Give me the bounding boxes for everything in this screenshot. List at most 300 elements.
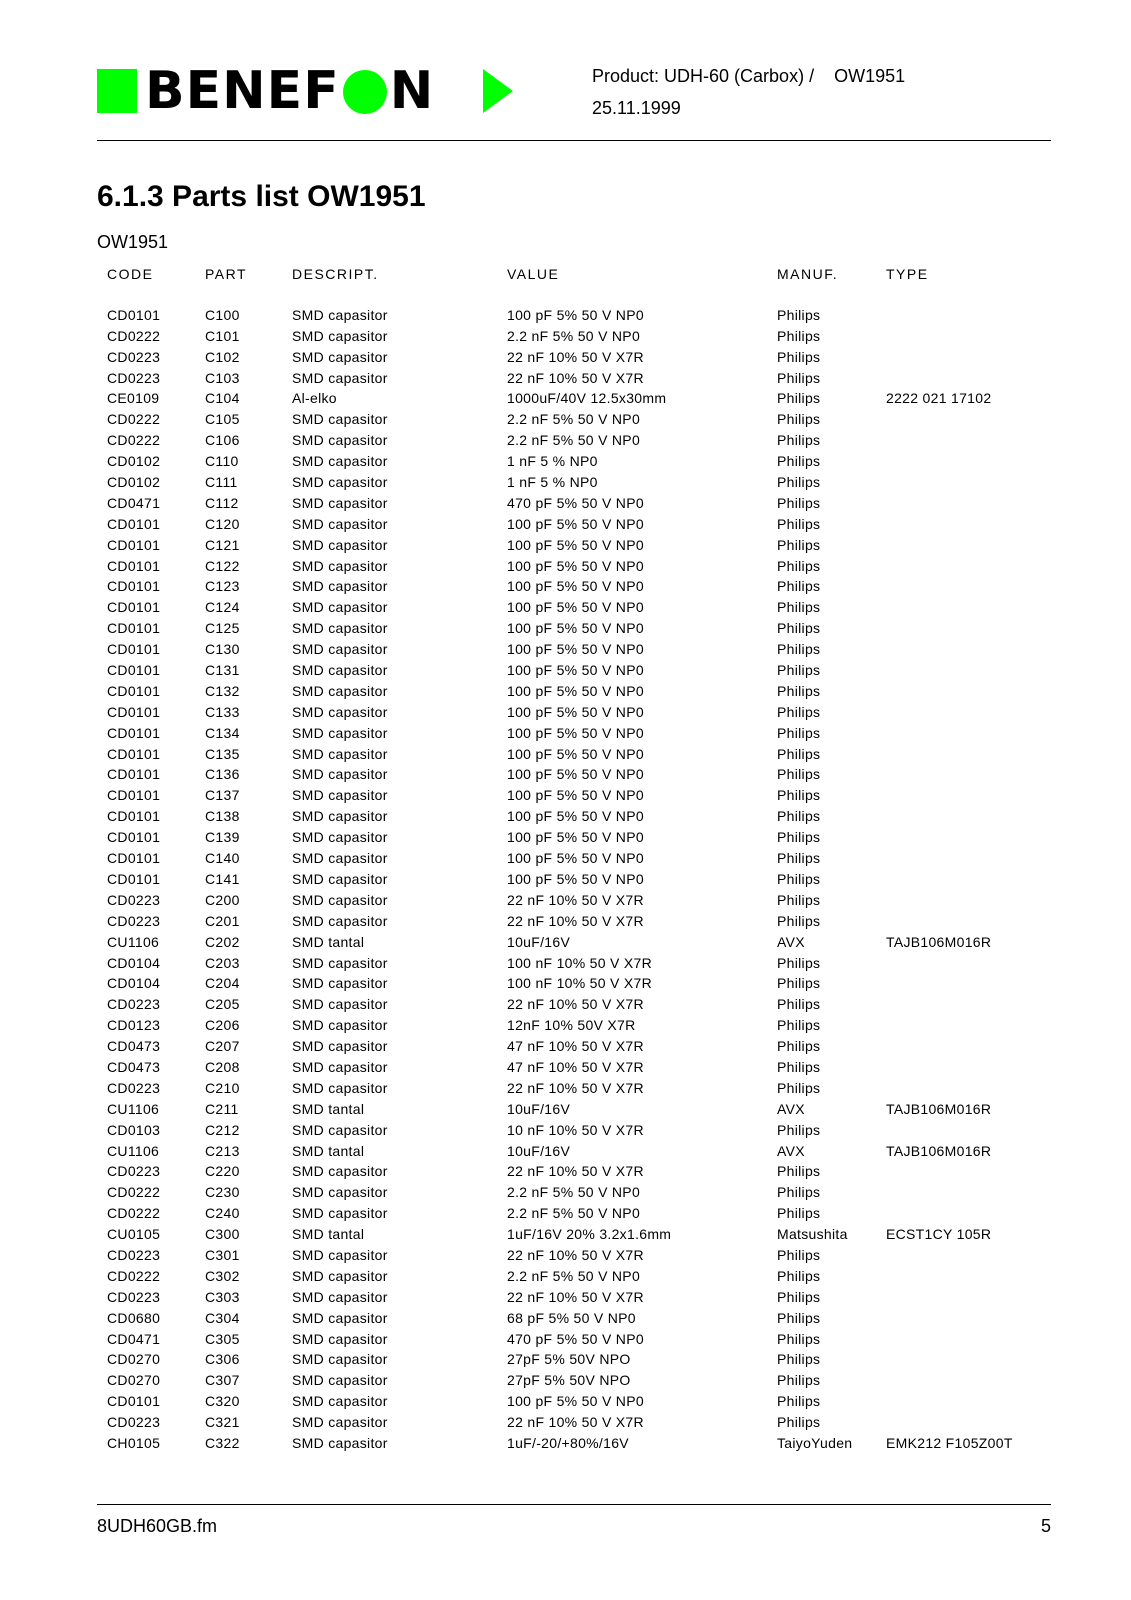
table-row xyxy=(107,349,1047,370)
cell-code: CD0101 xyxy=(107,829,161,846)
table-row xyxy=(107,746,1047,767)
cell-part: C203 xyxy=(205,954,240,971)
cell-manufacturer: Philips xyxy=(777,1393,821,1410)
table-row xyxy=(107,537,1047,558)
cell-description: SMD capasitor xyxy=(292,703,388,720)
cell-code: CD0101 xyxy=(107,641,161,658)
table-row xyxy=(107,934,1047,955)
cell-part: C130 xyxy=(205,641,240,658)
product-line xyxy=(592,66,905,87)
cell-code: CE0109 xyxy=(107,390,160,407)
table-row xyxy=(107,1059,1047,1080)
column-header-description: DESCRIPT. xyxy=(292,266,379,282)
product-label: Product: UDH-60 (Carbox) / xyxy=(592,66,815,86)
cell-part: C106 xyxy=(205,432,240,449)
cell-value: 1uF/-20/+80%/16V xyxy=(507,1434,629,1451)
cell-manufacturer: Philips xyxy=(777,390,821,407)
cell-code: CD0473 xyxy=(107,1058,161,1075)
cell-manufacturer: Philips xyxy=(777,662,821,679)
cell-description: SMD capasitor xyxy=(292,348,388,365)
cell-description: SMD capasitor xyxy=(292,996,388,1013)
cell-code: CD0101 xyxy=(107,1393,161,1410)
cell-code: CD0223 xyxy=(107,891,161,908)
cell-part: C213 xyxy=(205,1142,240,1159)
cell-code: CD0471 xyxy=(107,1330,161,1347)
cell-description: SMD capasitor xyxy=(292,745,388,762)
cell-description: SMD capasitor xyxy=(292,620,388,637)
cell-manufacturer: Matsushita xyxy=(777,1226,848,1243)
cell-description: SMD capasitor xyxy=(292,306,388,323)
cell-manufacturer: Philips xyxy=(777,850,821,867)
column-header-type: TYPE xyxy=(886,266,929,282)
table-row xyxy=(107,1205,1047,1226)
table-row xyxy=(107,871,1047,892)
cell-value: 22 nF 10% 50 V X7R xyxy=(507,348,644,365)
cell-code: CD0101 xyxy=(107,620,161,637)
cell-value: 10uF/16V xyxy=(507,1100,571,1117)
table-body xyxy=(107,307,1047,1456)
cell-value: 100 pF 5% 50 V NP0 xyxy=(507,745,644,762)
table-row xyxy=(107,829,1047,850)
cell-description: SMD capasitor xyxy=(292,829,388,846)
column-header-part: PART xyxy=(205,266,248,282)
cell-code: CU0105 xyxy=(107,1226,161,1243)
cell-description: SMD capasitor xyxy=(292,1058,388,1075)
cell-part: C141 xyxy=(205,870,240,887)
table-row xyxy=(107,620,1047,641)
cell-part: C307 xyxy=(205,1372,240,1389)
table-row xyxy=(107,1372,1047,1393)
cell-description: SMD capasitor xyxy=(292,808,388,825)
table-row xyxy=(107,1247,1047,1268)
cell-value: 22 nF 10% 50 V X7R xyxy=(507,1414,644,1431)
table-row xyxy=(107,725,1047,746)
cell-code: CD0223 xyxy=(107,1414,161,1431)
cell-manufacturer: Philips xyxy=(777,453,821,470)
cell-value: 100 pF 5% 50 V NP0 xyxy=(507,536,644,553)
cell-part: C320 xyxy=(205,1393,240,1410)
cell-value: 27pF 5% 50V NPO xyxy=(507,1372,631,1389)
cell-manufacturer: Philips xyxy=(777,432,821,449)
cell-code: CD0101 xyxy=(107,808,161,825)
cell-manufacturer: AVX xyxy=(777,1142,805,1159)
cell-manufacturer: Philips xyxy=(777,641,821,658)
table-row xyxy=(107,1289,1047,1310)
cell-code: CD0101 xyxy=(107,306,161,323)
cell-description: SMD capasitor xyxy=(292,474,388,491)
cell-description: SMD capasitor xyxy=(292,850,388,867)
cell-part: C300 xyxy=(205,1226,240,1243)
cell-manufacturer: AVX xyxy=(777,933,805,950)
cell-part: C322 xyxy=(205,1434,240,1451)
parts-table xyxy=(107,266,1047,1456)
cell-part: C200 xyxy=(205,891,240,908)
cell-code: CD0101 xyxy=(107,703,161,720)
cell-type: TAJB106M016R xyxy=(886,1142,992,1159)
cell-description: SMD capasitor xyxy=(292,1372,388,1389)
cell-part: C210 xyxy=(205,1079,240,1096)
cell-description: SMD capasitor xyxy=(292,724,388,741)
cell-part: C240 xyxy=(205,1205,240,1222)
cell-manufacturer: Philips xyxy=(777,808,821,825)
cell-description: SMD capasitor xyxy=(292,536,388,553)
table-row xyxy=(107,578,1047,599)
table-row xyxy=(107,1122,1047,1143)
cell-part: C121 xyxy=(205,536,240,553)
table-row xyxy=(107,1038,1047,1059)
cell-value: 100 pF 5% 50 V NP0 xyxy=(507,787,644,804)
cell-value: 100 nF 10% 50 V X7R xyxy=(507,975,653,992)
cell-part: C122 xyxy=(205,557,240,574)
cell-code: CD0222 xyxy=(107,411,161,428)
cell-value: 100 pF 5% 50 V NP0 xyxy=(507,766,644,783)
cell-code: CD0123 xyxy=(107,1017,161,1034)
cell-value: 22 nF 10% 50 V X7R xyxy=(507,1246,644,1263)
cell-manufacturer: TaiyoYuden xyxy=(777,1434,853,1451)
table-row xyxy=(107,1268,1047,1289)
cell-code: CD0101 xyxy=(107,682,161,699)
cell-code: CD0103 xyxy=(107,1121,161,1138)
logo-square-icon xyxy=(97,69,137,113)
cell-manufacturer: Philips xyxy=(777,1372,821,1389)
cell-description: SMD capasitor xyxy=(292,766,388,783)
cell-value: 22 nF 10% 50 V X7R xyxy=(507,912,644,929)
cell-description: SMD capasitor xyxy=(292,432,388,449)
cell-value: 100 pF 5% 50 V NP0 xyxy=(507,599,644,616)
table-row xyxy=(107,495,1047,516)
table-row xyxy=(107,662,1047,683)
cell-manufacturer: Philips xyxy=(777,599,821,616)
cell-code: CD0101 xyxy=(107,766,161,783)
cell-code: CD0101 xyxy=(107,578,161,595)
table-row xyxy=(107,453,1047,474)
cell-part: C112 xyxy=(205,494,239,511)
cell-code: CD0222 xyxy=(107,432,161,449)
table-row xyxy=(107,892,1047,913)
cell-code: CD0101 xyxy=(107,662,161,679)
cell-part: C301 xyxy=(205,1246,240,1263)
cell-code: CD0101 xyxy=(107,515,161,532)
cell-value: 2.2 nF 5% 50 V NP0 xyxy=(507,432,641,449)
table-header-row xyxy=(107,266,1047,287)
cell-code: CD0101 xyxy=(107,557,161,574)
cell-description: SMD capasitor xyxy=(292,1246,388,1263)
cell-code: CD0223 xyxy=(107,1246,161,1263)
cell-value: 27pF 5% 50V NPO xyxy=(507,1351,631,1368)
cell-manufacturer: Philips xyxy=(777,912,821,929)
cell-part: C125 xyxy=(205,620,240,637)
cell-code: CD0270 xyxy=(107,1351,161,1368)
cell-value: 100 pF 5% 50 V NP0 xyxy=(507,662,644,679)
cell-value: 100 pF 5% 50 V NP0 xyxy=(507,557,644,574)
table-row xyxy=(107,1163,1047,1184)
cell-code: CD0223 xyxy=(107,369,161,386)
cell-description: SMD tantal xyxy=(292,933,365,950)
benefon-logo xyxy=(97,61,517,121)
cell-description: SMD capasitor xyxy=(292,1351,388,1368)
cell-type: 2222 021 17102 xyxy=(886,390,992,407)
product-code: OW1951 xyxy=(834,66,906,86)
cell-value: 100 pF 5% 50 V NP0 xyxy=(507,724,644,741)
table-row xyxy=(107,1351,1047,1372)
cell-part: C140 xyxy=(205,850,240,867)
cell-part: C111 xyxy=(205,474,238,491)
cell-value: 1uF/16V 20% 3.2x1.6mm xyxy=(507,1226,672,1243)
cell-type: ECST1CY 105R xyxy=(886,1226,992,1243)
cell-code: CD0473 xyxy=(107,1038,161,1055)
cell-part: C132 xyxy=(205,682,240,699)
cell-manufacturer: Philips xyxy=(777,745,821,762)
table-row xyxy=(107,975,1047,996)
table-row xyxy=(107,1310,1047,1331)
cell-manufacturer: Philips xyxy=(777,996,821,1013)
cell-manufacturer: Philips xyxy=(777,954,821,971)
cell-description: SMD capasitor xyxy=(292,411,388,428)
cell-manufacturer: Philips xyxy=(777,306,821,323)
cell-value: 2.2 nF 5% 50 V NP0 xyxy=(507,1267,641,1284)
cell-value: 2.2 nF 5% 50 V NP0 xyxy=(507,327,641,344)
cell-description: SMD capasitor xyxy=(292,870,388,887)
cell-manufacturer: Philips xyxy=(777,1351,821,1368)
footer-page-number: 5 xyxy=(1040,1516,1051,1536)
document-date: 25.11.1999 xyxy=(592,98,681,118)
cell-code: CH0105 xyxy=(107,1434,161,1451)
cell-manufacturer: Philips xyxy=(777,1309,821,1326)
table-row xyxy=(107,683,1047,704)
cell-manufacturer: Philips xyxy=(777,369,821,386)
cell-description: SMD capasitor xyxy=(292,1038,388,1055)
table-row xyxy=(107,1184,1047,1205)
cell-code: CD0104 xyxy=(107,954,161,971)
footer-filename: 8UDH60GB.fm xyxy=(97,1516,218,1536)
cell-part: C104 xyxy=(205,390,240,407)
cell-description: SMD capasitor xyxy=(292,327,388,344)
cell-part: C100 xyxy=(205,306,240,323)
cell-code: CD0223 xyxy=(107,348,161,365)
cell-description: SMD tantal xyxy=(292,1226,365,1243)
cell-description: SMD capasitor xyxy=(292,1267,388,1284)
cell-manufacturer: Philips xyxy=(777,975,821,992)
cell-description: SMD capasitor xyxy=(292,1205,388,1222)
cell-manufacturer: Philips xyxy=(777,724,821,741)
cell-description: SMD capasitor xyxy=(292,1017,388,1034)
cell-code: CD0101 xyxy=(107,745,161,762)
table-row xyxy=(107,411,1047,432)
table-row xyxy=(107,641,1047,662)
cell-value: 100 pF 5% 50 V NP0 xyxy=(507,682,644,699)
table-row xyxy=(107,1101,1047,1122)
table-row xyxy=(107,955,1047,976)
cell-description: SMD capasitor xyxy=(292,787,388,804)
cell-code: CU1106 xyxy=(107,933,160,950)
table-row xyxy=(107,558,1047,579)
cell-value: 22 nF 10% 50 V X7R xyxy=(507,1163,644,1180)
cell-part: C208 xyxy=(205,1058,240,1075)
cell-description: SMD capasitor xyxy=(292,1184,388,1201)
table-row xyxy=(107,766,1047,787)
table-row xyxy=(107,1143,1047,1164)
cell-description: SMD capasitor xyxy=(292,1309,388,1326)
cell-value: 2.2 nF 5% 50 V NP0 xyxy=(507,1205,641,1222)
cell-part: C138 xyxy=(205,808,240,825)
cell-value: 1000uF/40V 12.5x30mm xyxy=(507,390,667,407)
cell-description: SMD tantal xyxy=(292,1100,365,1117)
cell-value: 1 nF 5 % NP0 xyxy=(507,453,598,470)
cell-part: C305 xyxy=(205,1330,240,1347)
cell-part: C321 xyxy=(205,1414,240,1431)
cell-description: SMD capasitor xyxy=(292,578,388,595)
table-row xyxy=(107,913,1047,934)
table-row xyxy=(107,1226,1047,1247)
cell-description: SMD capasitor xyxy=(292,1288,388,1305)
logo-arrow-icon xyxy=(483,69,513,113)
table-row xyxy=(107,850,1047,871)
column-header-code: CODE xyxy=(107,266,154,282)
cell-description: SMD capasitor xyxy=(292,912,388,929)
table-row xyxy=(107,474,1047,495)
page-title: 6.1.3 Parts list OW1951 xyxy=(97,180,426,213)
cell-part: C123 xyxy=(205,578,240,595)
cell-value: 22 nF 10% 50 V X7R xyxy=(507,891,644,908)
footer-divider xyxy=(97,1504,1051,1505)
cell-code: CD0223 xyxy=(107,1163,161,1180)
cell-description: SMD capasitor xyxy=(292,641,388,658)
cell-code: CD0222 xyxy=(107,1184,161,1201)
cell-manufacturer: AVX xyxy=(777,1100,805,1117)
logo-o-circle-icon xyxy=(343,70,387,114)
cell-value: 47 nF 10% 50 V X7R xyxy=(507,1058,644,1075)
cell-value: 100 pF 5% 50 V NP0 xyxy=(507,620,644,637)
table-row xyxy=(107,599,1047,620)
cell-manufacturer: Philips xyxy=(777,1058,821,1075)
table-row xyxy=(107,432,1047,453)
cell-description: SMD capasitor xyxy=(292,1414,388,1431)
table-row xyxy=(107,328,1047,349)
cell-value: 100 nF 10% 50 V X7R xyxy=(507,954,653,971)
cell-description: SMD capasitor xyxy=(292,954,388,971)
logo-text-part-1: BENEF xyxy=(145,61,340,121)
cell-part: C136 xyxy=(205,766,240,783)
cell-part: C212 xyxy=(205,1121,240,1138)
table-row xyxy=(107,704,1047,725)
cell-part: C134 xyxy=(205,724,240,741)
cell-code: CD0104 xyxy=(107,975,161,992)
cell-description: SMD capasitor xyxy=(292,369,388,386)
cell-value: 100 pF 5% 50 V NP0 xyxy=(507,829,644,846)
cell-manufacturer: Philips xyxy=(777,682,821,699)
cell-part: C103 xyxy=(205,369,240,386)
table-row xyxy=(107,1331,1047,1352)
cell-code: CU1106 xyxy=(107,1142,160,1159)
table-row xyxy=(107,1080,1047,1101)
table-row xyxy=(107,390,1047,411)
cell-manufacturer: Philips xyxy=(777,515,821,532)
cell-description: SMD capasitor xyxy=(292,1121,388,1138)
cell-code: CD0101 xyxy=(107,599,161,616)
cell-part: C101 xyxy=(205,327,240,344)
cell-part: C202 xyxy=(205,933,240,950)
page-header xyxy=(0,0,1131,140)
cell-manufacturer: Philips xyxy=(777,1163,821,1180)
column-header-manufacturer: MANUF. xyxy=(777,266,839,282)
cell-description: SMD capasitor xyxy=(292,891,388,908)
cell-code: CD0222 xyxy=(107,327,161,344)
cell-manufacturer: Philips xyxy=(777,327,821,344)
cell-part: C131 xyxy=(205,662,240,679)
cell-value: 100 pF 5% 50 V NP0 xyxy=(507,808,644,825)
cell-manufacturer: Philips xyxy=(777,1079,821,1096)
cell-part: C207 xyxy=(205,1038,240,1055)
cell-part: C211 xyxy=(205,1100,239,1117)
cell-type: TAJB106M016R xyxy=(886,933,992,950)
cell-part: C303 xyxy=(205,1288,240,1305)
cell-manufacturer: Philips xyxy=(777,620,821,637)
table-row xyxy=(107,787,1047,808)
cell-manufacturer: Philips xyxy=(777,578,821,595)
cell-part: C304 xyxy=(205,1309,240,1326)
cell-code: CD0101 xyxy=(107,536,161,553)
cell-part: C230 xyxy=(205,1184,240,1201)
cell-description: SMD capasitor xyxy=(292,599,388,616)
cell-value: 470 pF 5% 50 V NP0 xyxy=(507,494,644,511)
cell-manufacturer: Philips xyxy=(777,1121,821,1138)
cell-value: 68 pF 5% 50 V NP0 xyxy=(507,1309,636,1326)
cell-manufacturer: Philips xyxy=(777,891,821,908)
table-row xyxy=(107,1435,1047,1456)
cell-manufacturer: Philips xyxy=(777,1288,821,1305)
cell-code: CD0471 xyxy=(107,494,161,511)
cell-manufacturer: Philips xyxy=(777,1017,821,1034)
cell-manufacturer: Philips xyxy=(777,1246,821,1263)
cell-value: 100 pF 5% 50 V NP0 xyxy=(507,306,644,323)
cell-value: 100 pF 5% 50 V NP0 xyxy=(507,578,644,595)
cell-part: C135 xyxy=(205,745,240,762)
cell-part: C306 xyxy=(205,1351,240,1368)
cell-manufacturer: Philips xyxy=(777,411,821,428)
cell-manufacturer: Philips xyxy=(777,829,821,846)
cell-value: 12nF 10% 50V X7R xyxy=(507,1017,636,1034)
cell-value: 22 nF 10% 50 V X7R xyxy=(507,1288,644,1305)
cell-manufacturer: Philips xyxy=(777,348,821,365)
cell-description: SMD capasitor xyxy=(292,557,388,574)
table-row xyxy=(107,808,1047,829)
cell-description: SMD capasitor xyxy=(292,1434,388,1451)
table-row xyxy=(107,516,1047,537)
cell-code: CD0680 xyxy=(107,1309,161,1326)
cell-value: 1 nF 5 % NP0 xyxy=(507,474,598,491)
cell-description: SMD tantal xyxy=(292,1142,365,1159)
cell-part: C302 xyxy=(205,1267,240,1284)
cell-code: CD0223 xyxy=(107,912,161,929)
cell-value: 100 pF 5% 50 V NP0 xyxy=(507,870,644,887)
cell-manufacturer: Philips xyxy=(777,787,821,804)
cell-part: C110 xyxy=(205,453,239,470)
cell-value: 10uF/16V xyxy=(507,933,571,950)
table-row xyxy=(107,1393,1047,1414)
cell-value: 2.2 nF 5% 50 V NP0 xyxy=(507,411,641,428)
cell-manufacturer: Philips xyxy=(777,494,821,511)
cell-value: 22 nF 10% 50 V X7R xyxy=(507,1079,644,1096)
cell-value: 22 nF 10% 50 V X7R xyxy=(507,996,644,1013)
cell-description: SMD capasitor xyxy=(292,494,388,511)
cell-code: CD0101 xyxy=(107,850,161,867)
column-header-value: VALUE xyxy=(507,266,560,282)
cell-manufacturer: Philips xyxy=(777,474,821,491)
logo-wordmark xyxy=(145,61,434,121)
cell-part: C139 xyxy=(205,829,240,846)
table-row xyxy=(107,1414,1047,1435)
table-row xyxy=(107,996,1047,1017)
